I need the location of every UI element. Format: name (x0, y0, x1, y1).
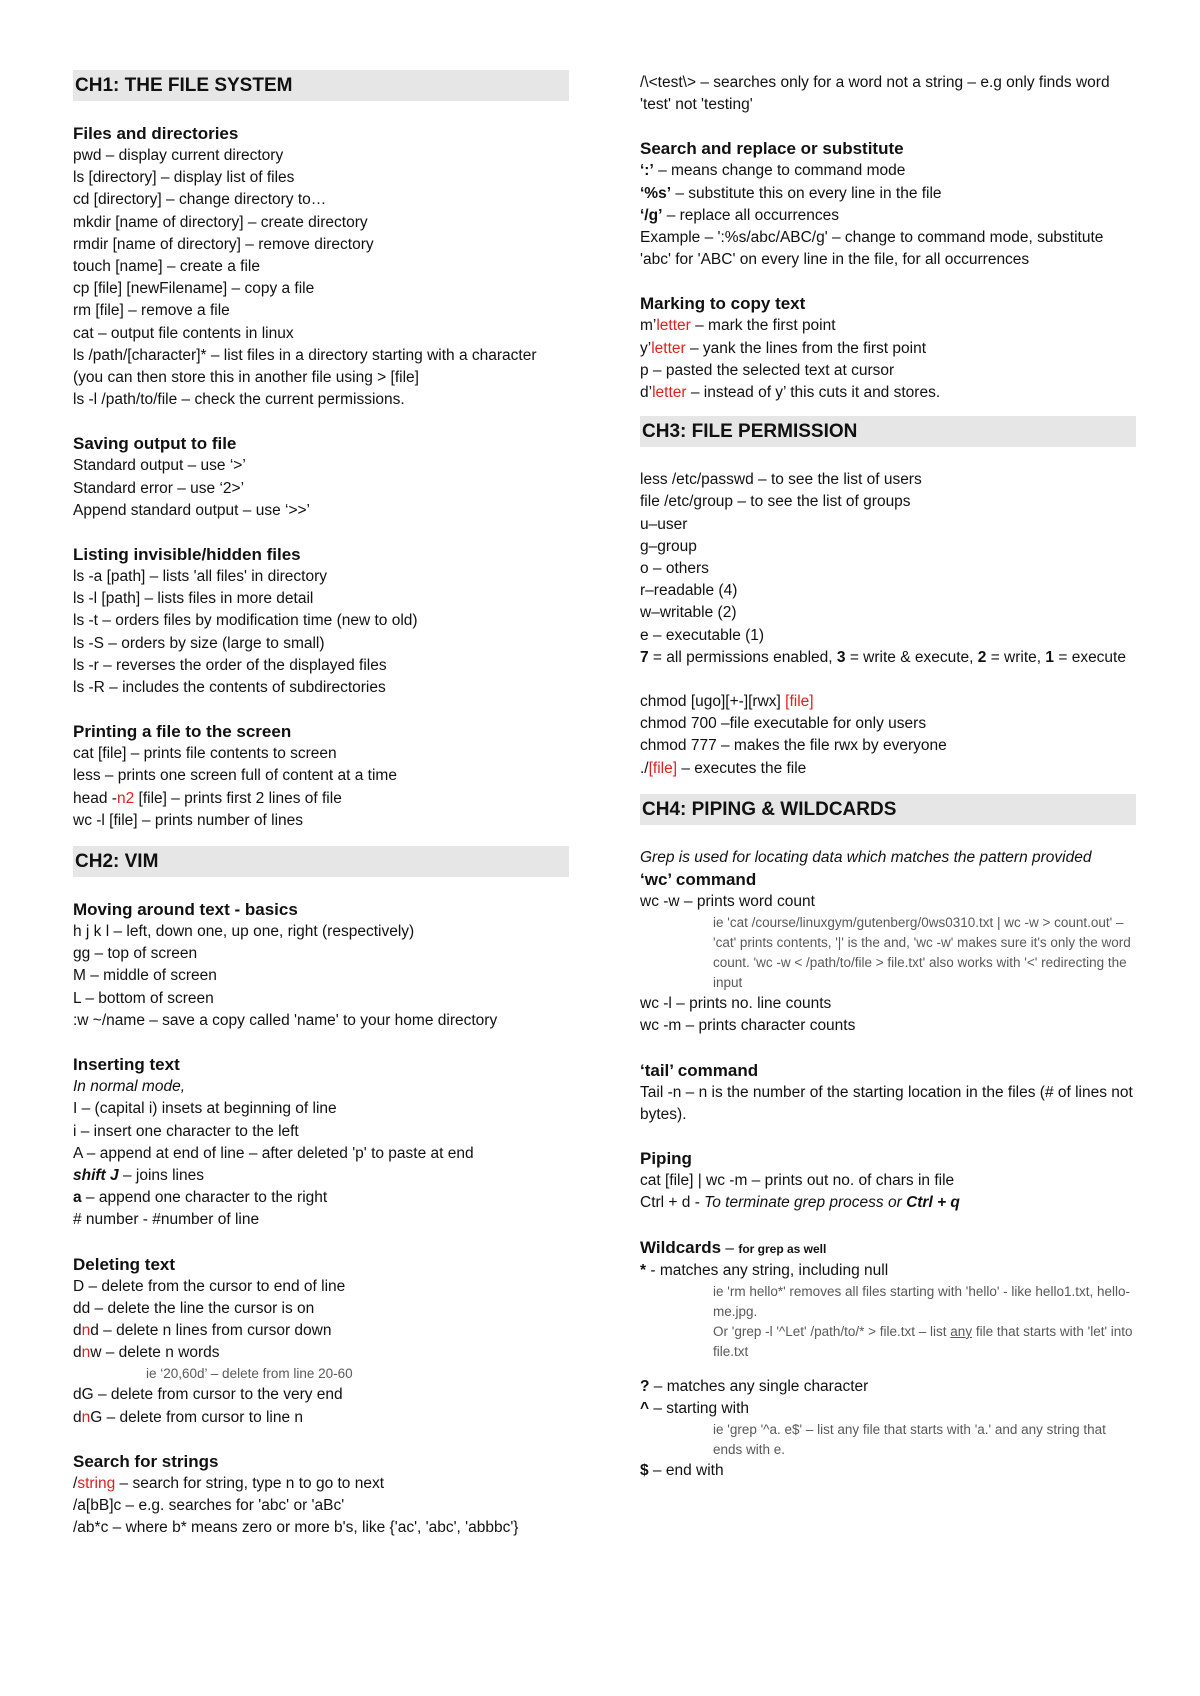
chmod-line: chmod [ugo][+-][rwx] [file] (640, 693, 814, 711)
deleting-line: dnd – delete n lines from cursor down (73, 1321, 332, 1339)
deleting-line: dnw – delete n words (73, 1344, 220, 1362)
marking-line: m’letter – mark the first point (640, 317, 836, 335)
listing-command-line: ls -a [path] – lists 'all files' in directory (73, 568, 328, 586)
moving-command-line: :w ~/name – save a copy called 'name' to your home directory (73, 1011, 498, 1029)
search-line: /ab*c – where b* means zero or more b's, like {'ac', 'abc', 'abbbc'} (73, 1519, 519, 1537)
file-command-line: ls -l /path/to/file – check the current permissions. (73, 391, 405, 409)
listing-command-line: ls -l [path] – lists files in more detail (73, 590, 314, 608)
inserting-line: i – insert one character to the left (73, 1122, 299, 1140)
file-command-line: rmdir [name of directory] – remove directory (73, 235, 374, 253)
marking-line: p – pasted the selected text at cursor (640, 361, 895, 379)
wc-line: wc -l – prints no. line counts (640, 995, 832, 1013)
moving-command-line: L – bottom of screen (73, 989, 214, 1007)
replace-line: ‘%s’ – substitute this on every line in the file (640, 184, 942, 202)
moving-command-line: h j k l – left, down one, up one, right (respectively) (73, 923, 415, 941)
piping-line: Ctrl + d - To terminate grep process or Ctrl + q (640, 1194, 960, 1212)
section-title-moving: Moving around text - basics (73, 900, 298, 920)
saving-line: Standard error – use ‘2>’ (73, 479, 245, 497)
search-line: /a[bB]c – e.g. searches for 'abc' or 'aBc' (73, 1496, 345, 1514)
section-title-saving: Saving output to file (73, 434, 237, 454)
section-title-deleting: Deleting text (73, 1254, 176, 1274)
replace-line: ‘:’ – means change to command mode (640, 162, 906, 180)
tail-line: Tail -n – n is the number of the starting location in the files (# of lines not bytes). (640, 1083, 1133, 1123)
inserting-line: a – append one character to the right (73, 1189, 328, 1207)
right-column (640, 72, 1136, 1483)
file-command-line: touch [name] – create a file (73, 258, 260, 276)
saving-line: Append standard output – use ‘>>’ (73, 501, 310, 519)
listing-list (73, 566, 569, 699)
replace-example: Example – ':%s/abc/ABC/g' – change to command mode, substitute 'abc' for 'ABC' on every line in the file, for all occurrences (640, 229, 1104, 269)
section-title-inserting: Inserting text (73, 1055, 180, 1075)
printing-line: head -n2 [file] – prints first 2 lines of file (73, 789, 342, 807)
marking-line: y’letter – yank the lines from the first point (640, 339, 927, 357)
moving-command-line: M – middle of screen (73, 967, 217, 985)
piping-intro: Grep is used for locating data which matches the pattern provided (640, 848, 1092, 866)
wildcard-note: Or 'grep -l '^Let' /path/to/* > file.txt – list any file that starts with 'let' into file.txt (713, 1323, 1133, 1359)
permission-line: o – others (640, 560, 709, 578)
wildcard-line: * - matches any string, including null (640, 1261, 889, 1279)
file-command-line: rm [file] – remove a file (73, 302, 230, 320)
moving-list (73, 921, 569, 1032)
file-command-line: cd [directory] – change directory to… (73, 191, 327, 209)
listing-command-line: ls -r – reverses the order of the displayed files (73, 656, 387, 674)
section-title-files: Files and directories (73, 124, 239, 143)
deleting-line: dG – delete from cursor to the very end (73, 1386, 343, 1404)
permission-list (640, 469, 1136, 647)
permission-line: u–user (640, 515, 688, 533)
file-command-line: cat – output file contents in linux (73, 324, 294, 342)
chmod-line: ./[file] – executes the file (640, 759, 807, 777)
wc-note: ie 'cat /course/linuxgym/gutenberg/0ws0310.txt | wc -w > count.out' – 'cat' prints contents, '|' is the and, 'wc -w' makes sure it's only the word count. 'wc -w < /path/to/file > file.txt' also works with '<' redirecting the input (713, 915, 1131, 991)
inserting-intro: In normal mode, (73, 1078, 185, 1096)
inserting-line: A – append at end of line – after deleted 'p' to paste at end (73, 1144, 474, 1162)
permission-line: w–writable (2) (640, 604, 737, 622)
chapter-heading-2: CH2: VIM (73, 846, 569, 877)
moving-command-line: gg – top of screen (73, 945, 198, 963)
section-title-tail: ‘tail’ command (640, 1060, 759, 1080)
permission-line: less /etc/passwd – to see the list of users (640, 471, 922, 489)
file-command-line: ls /path/[character]* – list files in a directory starting with a character (you can then store this in another file using > [file] (73, 346, 537, 387)
saving-line: Standard output – use ‘>’ (73, 457, 246, 475)
wildcard-note: ie 'grep '^a. e$' – list any file that starts with 'a.' and any string that ends with e. (713, 1422, 1106, 1458)
file-command-line: mkdir [name of directory] – create directory (73, 213, 368, 231)
replace-list (640, 160, 1136, 227)
deleting-line: dd – delete the line the cursor is on (73, 1299, 315, 1317)
left-column (73, 70, 569, 1539)
section-title-piping: Piping (640, 1149, 692, 1169)
listing-command-line: ls -R – includes the contents of subdirectories (73, 679, 386, 697)
section-title-listing: Listing invisible/hidden files (73, 545, 301, 565)
listing-command-line: ls -S – orders by size (large to small) (73, 634, 325, 652)
permission-line: file /etc/group – to see the list of groups (640, 493, 911, 511)
wildcards-title: Wildcards – for grep as well (640, 1237, 827, 1257)
listing-command-line: ls -t – orders files by modification time (new to old) (73, 612, 418, 630)
inserting-list (73, 1098, 569, 1165)
file-command-line: cp [file] [newFilename] – copy a file (73, 280, 315, 298)
chapter-heading-1: CH1: THE FILE SYSTEM (73, 70, 569, 101)
chapter-heading-3: CH3: FILE PERMISSION (640, 416, 1136, 447)
deleting-note: ie ‘20,60d’ – delete from line 20-60 (146, 1366, 353, 1382)
section-title-marking: Marking to copy text (640, 294, 806, 314)
chapter-heading-4: CH4: PIPING & WILDCARDS (640, 794, 1136, 825)
inserting-line: I – (capital i) insets at beginning of line (73, 1100, 337, 1118)
search-line: /string – search for string, type n to go to next (73, 1474, 385, 1492)
chmod-line: chmod 700 –file executable for only users (640, 715, 927, 733)
wildcard-line: ^ – starting with (640, 1400, 749, 1418)
marking-line: d’letter – instead of y’ this cuts it and stores. (640, 384, 941, 402)
wc-line: wc -w – prints word count (640, 893, 815, 911)
chmod-line: chmod 777 – makes the file rwx by everyone (640, 737, 947, 755)
permission-summary: 7 = all permissions enabled, 3 = write & execute, 2 = write, 1 = execute (640, 648, 1126, 666)
permission-line: r–readable (4) (640, 582, 738, 600)
section-title-search: Search for strings (73, 1451, 219, 1471)
wildcard-line: $ – end with (640, 1462, 724, 1480)
permission-line: e – executable (1) (640, 626, 765, 644)
wildcard-line: ? – matches any single character (640, 1377, 869, 1395)
wildcard-note: ie 'rm hello*' removes all files starting with 'hello' - like hello1.txt, hello-me.jpg. (713, 1283, 1130, 1319)
permission-line: g–group (640, 537, 697, 555)
section-title-replace: Search and replace or substitute (640, 139, 904, 159)
inserting-line: shift J – joins lines (73, 1166, 204, 1184)
inserting-line: # number - #number of line (73, 1211, 260, 1229)
files-list (73, 145, 569, 411)
wc-line: wc -m – prints character counts (640, 1017, 856, 1035)
replace-line: ‘/g’ – replace all occurrences (640, 206, 840, 224)
printing-line: wc -l [file] – prints number of lines (73, 811, 304, 829)
deleting-line: dnG – delete from cursor to line n (73, 1408, 304, 1426)
deleting-line: D – delete from the cursor to end of line (73, 1277, 346, 1295)
word-search-line: /\<test\> – searches only for a word not a string – e.g only finds word 'test' not 'testing' (640, 74, 1110, 114)
section-title-wc: ‘wc’ command (640, 870, 757, 890)
file-command-line: ls [directory] – display list of files (73, 169, 295, 187)
section-title-printing: Printing a file to the screen (73, 722, 292, 742)
file-command-line: pwd – display current directory (73, 147, 284, 164)
printing-line: less – prints one screen full of content at a time (73, 767, 397, 785)
printing-line: cat [file] – prints file contents to screen (73, 745, 337, 763)
piping-line: cat [file] | wc -m – prints out no. of chars in file (640, 1172, 955, 1190)
